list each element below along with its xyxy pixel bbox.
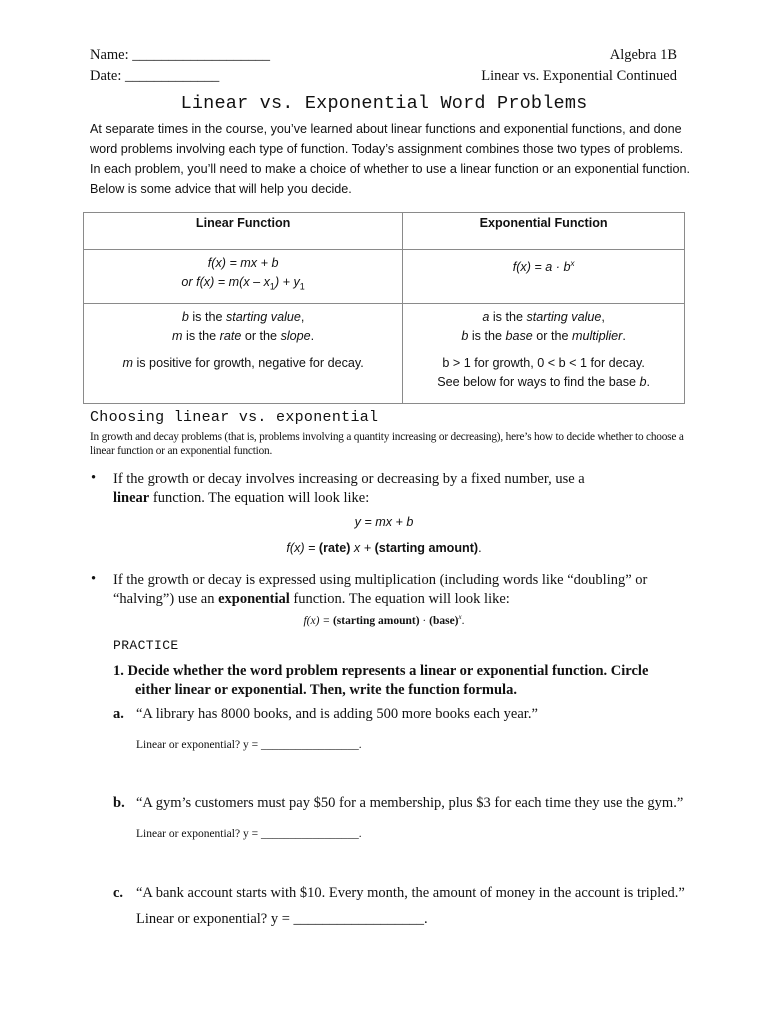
question-c-label: c. xyxy=(113,885,124,901)
linear-formula-cell xyxy=(84,250,403,304)
table-formula-row xyxy=(84,250,685,304)
linear-equation: y = mx + b xyxy=(354,515,414,529)
date-field-label: Date: _____________ xyxy=(90,68,220,84)
course-label: Algebra 1B xyxy=(609,47,677,63)
advice-table xyxy=(83,212,685,404)
question-b-label: b. xyxy=(113,795,125,811)
exp-desc-growth-decay: b > 1 for growth, 0 < b < 1 for decay. xyxy=(442,356,645,370)
exp-desc-find-base: See below for ways to find the base b. xyxy=(437,375,651,389)
question-c-answer-line[interactable]: Linear or exponential? y = __________________. xyxy=(136,911,428,927)
question-b-text: “A gym’s customers must pay $50 for a membership, plus $3 for each time they use the gym.” xyxy=(136,795,684,811)
question-a-label: a. xyxy=(113,706,124,722)
question-1-prompt: 1. Decide whether the word problem represents a linear or exponential function. Circle either linear or exponential. Then, write the function formula. xyxy=(113,663,649,698)
intro-paragraph: At separate times in the course, you’ve learned about linear functions and exponential functions, and done word problems involving each type of function. Today’s assignment combines those two types of problems. In each problem, you’ll need to make a choice of whether to use a linear function or an exponential function. Below is some advice that will help you decide. xyxy=(90,122,690,196)
header-linear-function: Linear Function xyxy=(84,213,403,250)
question-b-answer-line[interactable]: Linear or exponential? y = _________________. xyxy=(136,828,362,840)
choosing-note: In growth and decay problems (that is, problems involving a quantity increasing or decreasing), here’s how to decide whether to choose a linear function or an exponential function. xyxy=(90,431,684,457)
practice-label: PRACTICE xyxy=(113,638,179,653)
bullet-icon: • xyxy=(91,571,97,587)
page-title: Linear vs. Exponential Word Problems xyxy=(180,93,588,114)
linear-desc-rate: m is the rate or the slope. xyxy=(172,329,315,343)
linear-formula-slope-intercept: f(x) = mx + b xyxy=(207,256,279,270)
linear-description-cell xyxy=(84,304,403,404)
exp-desc-starting-value: a is the starting value, xyxy=(482,310,605,324)
exponential-formula-cell xyxy=(403,250,685,304)
exponential-equation: f(x) = (starting amount) · (base)$^x$. xyxy=(303,613,465,627)
exponential-description-cell xyxy=(403,304,685,404)
header-exponential-function: Exponential Function xyxy=(403,213,685,250)
table-header-row xyxy=(84,213,685,250)
name-field-label: Name: ___________________ xyxy=(90,47,271,63)
linear-equation-detailed: f(x) = (rate) x + (starting amount). xyxy=(286,541,482,555)
exp-desc-base: b is the base or the multiplier. xyxy=(461,329,626,343)
question-a-answer-line[interactable]: Linear or exponential? y = _________________. xyxy=(136,739,362,751)
linear-desc-starting-value: b is the starting value, xyxy=(181,310,305,324)
question-a-text: “A library has 8000 books, and is adding 500 more books each year.” xyxy=(136,706,538,722)
unit-label: Linear vs. Exponential Continued xyxy=(481,68,677,84)
bullet-linear-text: If the growth or decay involves increasing or decreasing by a fixed number, use a linear function. The equation will look like: xyxy=(113,471,585,506)
exponential-formula: $f(x) = a \cdot b^x$ xyxy=(512,259,575,275)
bullet-exponential-text: If the growth or decay is expressed using multiplication (including words like “doubling” or “halving”) use an exponential function. The equation will look like: xyxy=(113,572,648,607)
question-c-text: “A bank account starts with $10. Every month, the amount of money in the account is tripled.” xyxy=(136,885,685,901)
section-heading-choosing: Choosing linear vs. exponential xyxy=(90,409,379,426)
table-description-row xyxy=(84,304,685,404)
bullet-icon: • xyxy=(91,470,97,486)
linear-formula-point-slope: or $f(x) = m(x - x_1) + y_1$ xyxy=(181,275,305,292)
linear-desc-growth-decay: m is positive for growth, negative for decay. xyxy=(122,356,364,370)
